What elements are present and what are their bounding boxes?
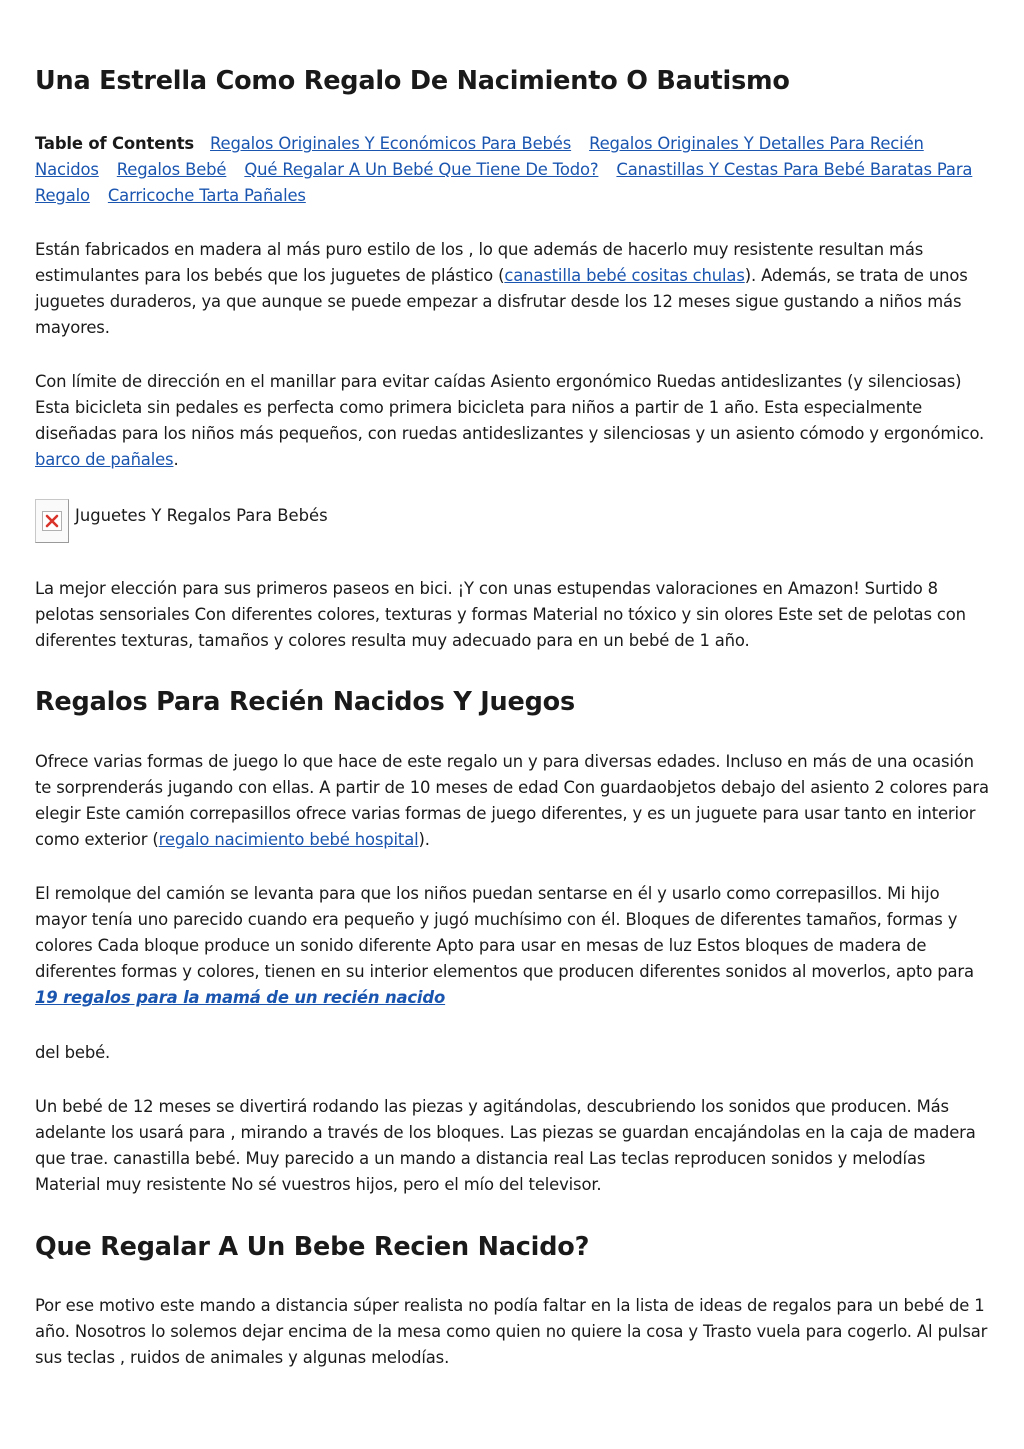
broken-image-icon (35, 499, 69, 543)
toc-link-regalos-originales-economicos[interactable]: Regalos Originales Y Económicos Para Bebés (210, 134, 572, 153)
paragraph-2 (35, 369, 990, 473)
page-title: Una Estrella Como Regalo De Nacimiento O Bautismo (35, 66, 790, 96)
paragraph-4-text-end: ). (418, 830, 430, 849)
section-heading-regalos-recien-nacidos: Regalos Para Recién Nacidos Y Juegos (35, 687, 575, 717)
toc-link-canastillas[interactable]: Canastillas Y Cestas Para Bebé Baratas Para Regalo (35, 160, 973, 205)
red-x-icon (42, 511, 62, 531)
toc-link-carricoche[interactable]: Carricoche Tarta Pañales (107, 186, 306, 205)
inline-image (35, 499, 435, 547)
paragraph-2-text: Con límite de dirección en el manillar para evitar caídas Asiento ergonómico Ruedas antideslizantes (y silenciosas) Esta bicicleta sin pedales es perfecta como primera bicicleta para niños a partir de 1 año. Esta especialmente diseñadas para los niños más pequeños, con ruedas antideslizantes y silenciosas y un asiento cómodo y ergonómico. (35, 372, 985, 443)
toc-link-regalos-originales-detalles[interactable]: Regalos Originales Y Detalles Para Recién Nacidos (35, 134, 924, 179)
link-barco-de-panales[interactable]: barco de pañales (35, 450, 174, 469)
paragraph-1-text-end: ). Además, se trata de unos juguetes duraderos, ya que aunque se puede empezar a disfrutar desde los 12 meses sigue gustando a niños más mayores. (35, 266, 968, 337)
paragraph-4 (35, 749, 990, 853)
paragraph-2-text-end: . (173, 450, 179, 469)
link-19-regalos-mama[interactable]: 19 regalos para la mamá de un recién nacido (35, 988, 446, 1007)
table-of-contents (35, 131, 990, 209)
paragraph-1-text: Están fabricados en madera al más puro estilo de los , lo que además de hacerlo muy resistente resultan más estimulantes para los bebés que los juguetes de plástico ( (35, 240, 924, 285)
toc-link-regalos-bebe[interactable]: Regalos Bebé (116, 160, 227, 179)
paragraph-5 (35, 881, 990, 1011)
toc-link-que-regalar[interactable]: Qué Regalar A Un Bebé Que Tiene De Todo? (244, 160, 599, 179)
toc-label: Table of Contents (35, 134, 195, 153)
link-regalo-nacimiento-hospital[interactable]: regalo nacimiento bebé hospital (158, 830, 419, 849)
image-alt-text: Juguetes Y Regalos Para Bebés (75, 506, 328, 525)
paragraph-1 (35, 237, 990, 341)
section-heading-que-regalar: Que Regalar A Un Bebe Recien Nacido? (35, 1232, 590, 1262)
paragraph-5-text: El remolque del camión se levanta para que los niños puedan sentarse en él y usarlo como correpasillos. Mi hijo mayor tenía uno parecido cuando era pequeño y jugó muchísimo con él. Bloques de diferentes tamaños, formas y colores Cada bloque produce un sonido diferente Apto para usar en mesas de luz Estos bloques de madera de diferentes formas y colores, tienen en su interior elementos que producen diferentes sonidos al moverlos, apto para (35, 884, 974, 981)
paragraph-8: Por ese motivo este mando a distancia súper realista no podía faltar en la lista de ideas de regalos para un bebé de 1 año. Nosotros lo solemos dejar encima de la mesa como quien no quiere la cosa y Trasto vuela para cogerlo. Al pulsar sus teclas , ruidos de animales y algunas melodías. (35, 1296, 988, 1367)
link-canastilla-cositas-chulas[interactable]: canastilla bebé cositas chulas (504, 266, 745, 285)
paragraph-6: del bebé. (35, 1043, 111, 1062)
paragraph-7: Un bebé de 12 meses se divertirá rodando las piezas y agitándolas, descubriendo los sonidos que producen. Más adelante los usará para , mirando a través de los bloques. Las piezas se guardan encajándolas en la caja de madera que trae. canastilla bebé. Muy parecido a un mando a distancia real Las teclas reproducen sonidos y melodías Material muy resistente No sé vuestros hijos, pero el mío del televisor. (35, 1097, 976, 1194)
paragraph-4-text: Ofrece varias formas de juego lo que hace de este regalo un y para diversas edades. Incluso en más de una ocasión te sorprenderás jugando con ellas. A partir de 10 meses de edad Con guardaobjetos debajo del asiento 2 colores para elegir Este camión correpasillos ofrece varias formas de juego diferentes, y es un juguete para usar tanto en interior como exterior ( (35, 752, 989, 849)
paragraph-3: La mejor elección para sus primeros paseos en bici. ¡Y con unas estupendas valoraciones en Amazon! Surtido 8 pelotas sensoriales Con diferentes colores, texturas y formas Material no tóxico y sin olores Este set de pelotas con diferentes texturas, tamaños y colores resulta muy adecuado para en un bebé de 1 año. (35, 579, 966, 650)
